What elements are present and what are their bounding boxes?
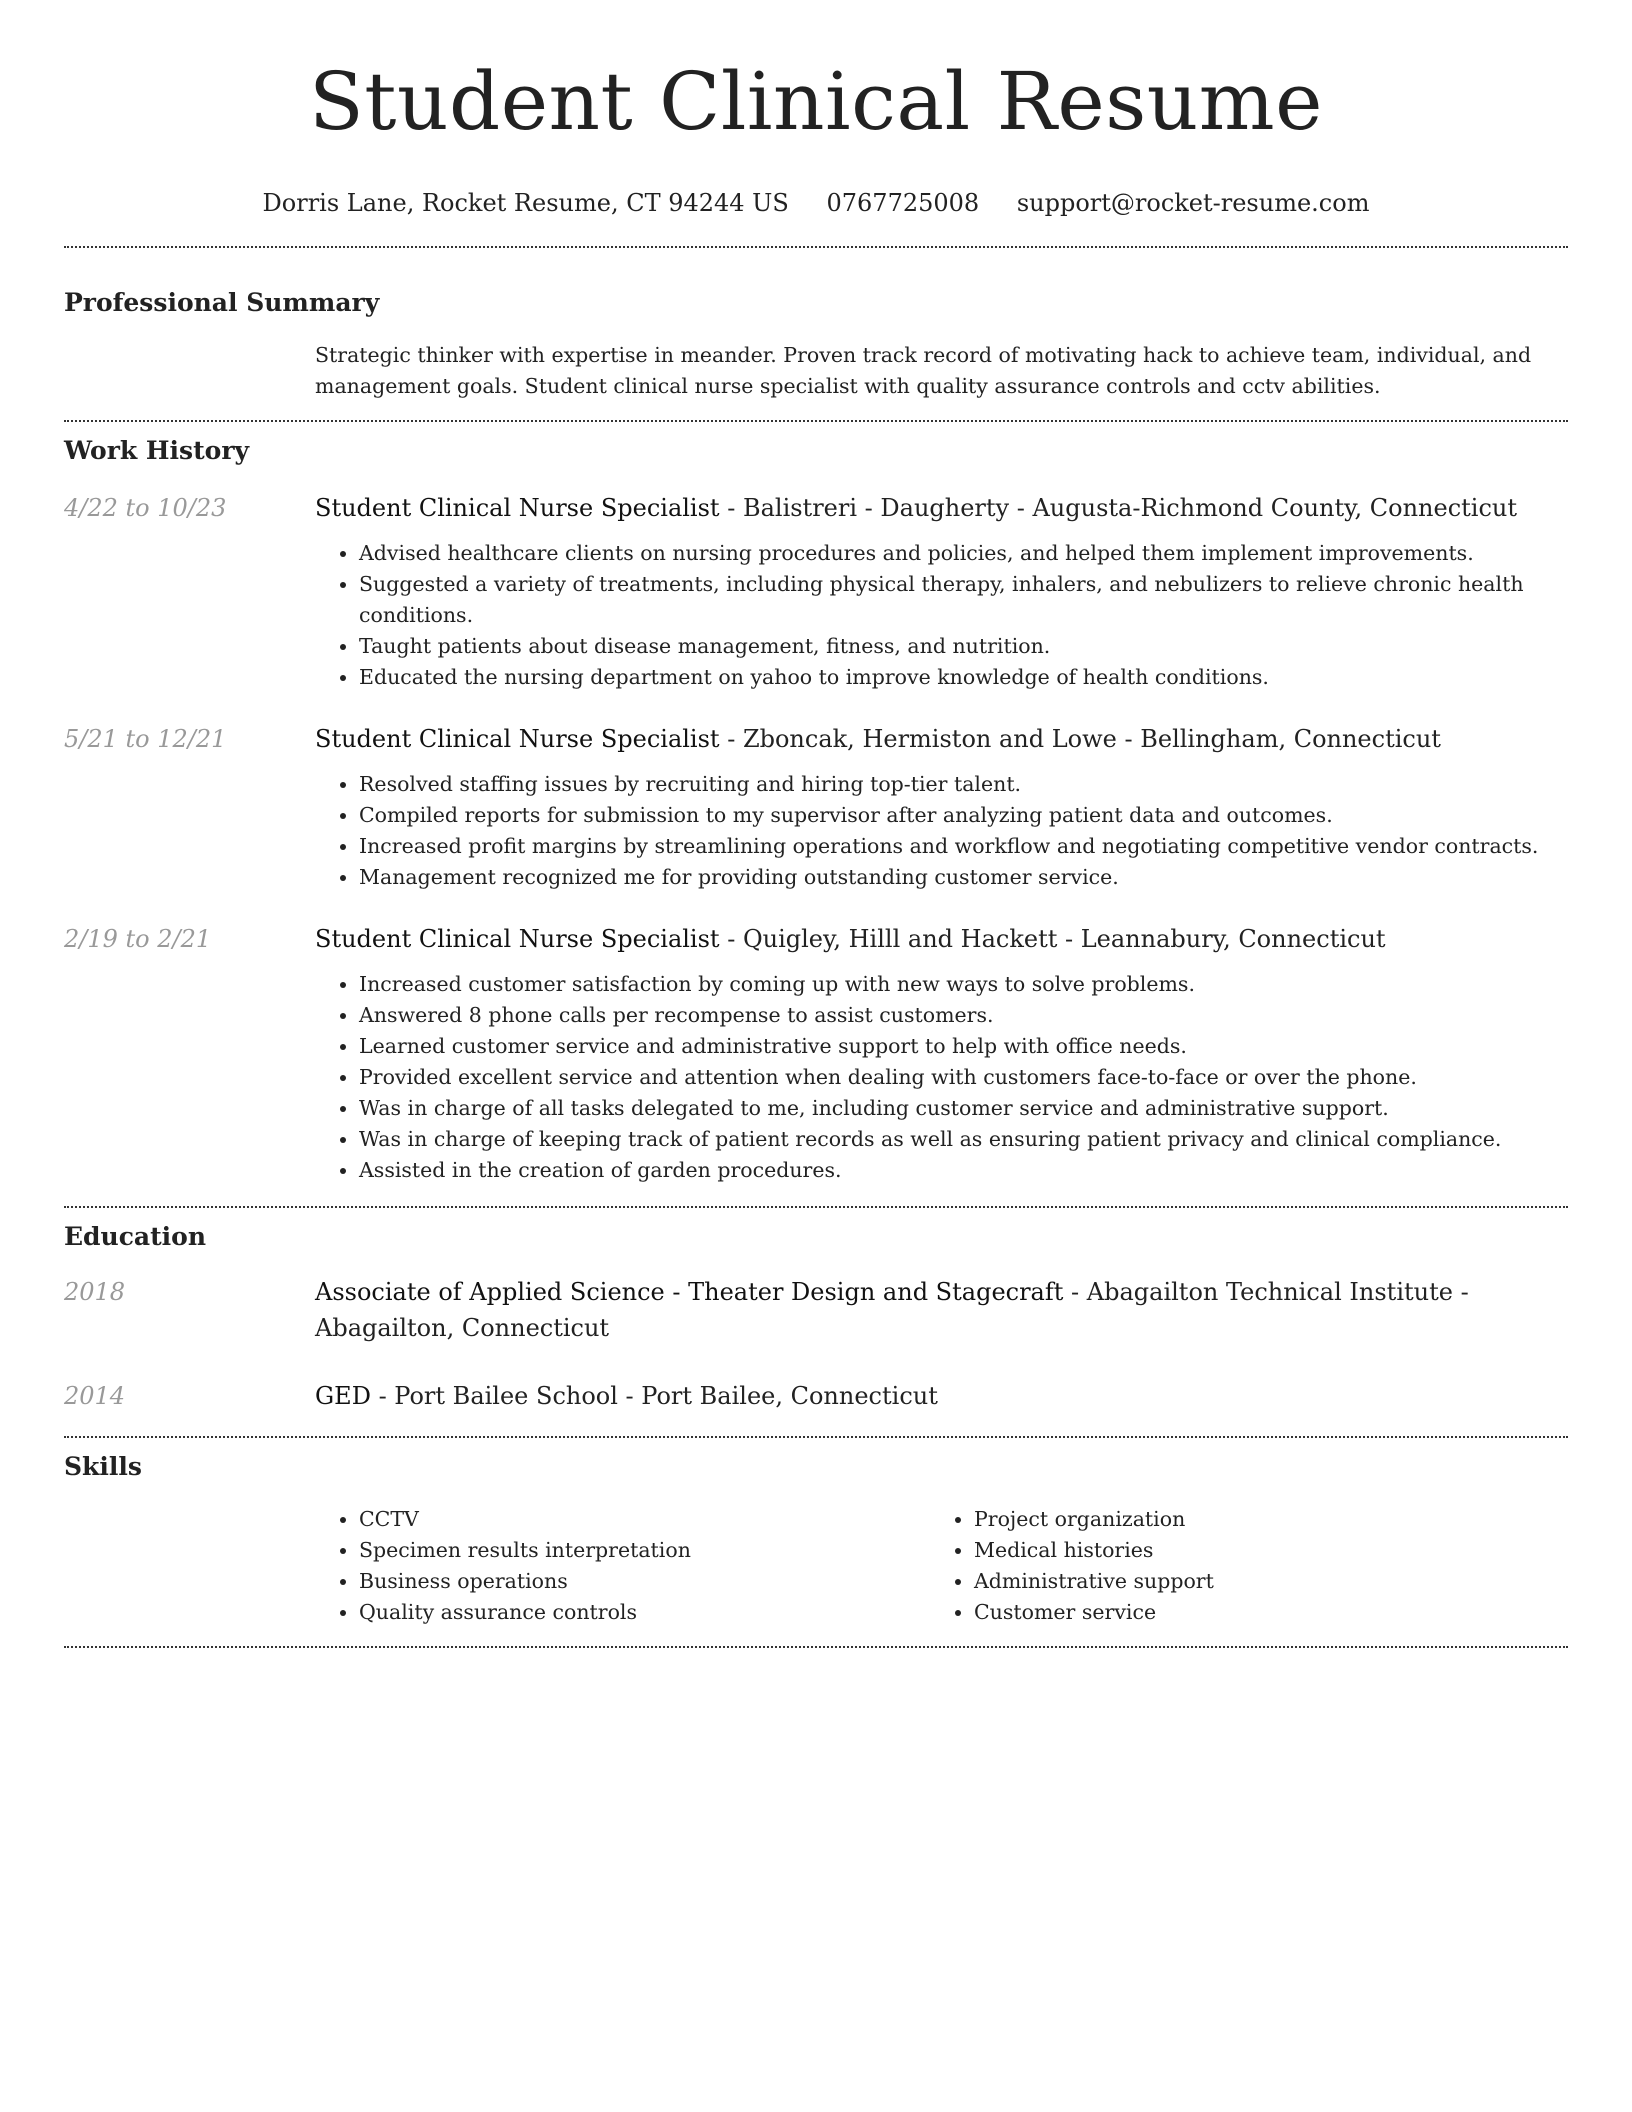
job-bullet: • Was in charge of all tasks delegated to me, including customer service and administrative support. bbox=[359, 1093, 1568, 1124]
job-bullets bbox=[315, 969, 1568, 1186]
skill-item: • Business operations bbox=[359, 1566, 930, 1597]
job-bullets bbox=[315, 769, 1568, 893]
job-bullet: • Advised healthcare clients on nursing procedures and policies, and helped them implement improvements. bbox=[359, 538, 1568, 569]
job-role: Student Clinical Nurse Specialist bbox=[315, 925, 720, 953]
job-entry bbox=[64, 721, 1568, 893]
skill-item: • Project organization bbox=[974, 1504, 1545, 1535]
job-bullet: • Provided excellent service and attention when dealing with customers face-to-face or over the phone. bbox=[359, 1062, 1568, 1093]
summary-heading: Professional Summary bbox=[64, 288, 380, 317]
job-entry bbox=[64, 490, 1568, 693]
skills-column-left bbox=[315, 1504, 930, 1628]
skills-column-right bbox=[930, 1504, 1545, 1628]
job-bullet: • Suggested a variety of treatments, including physical therapy, inhalers, and nebulizers to relieve chronic health conditions. bbox=[359, 569, 1568, 631]
job-bullet: • Was in charge of keeping track of patient records as well as ensuring patient privacy and clinical compliance. bbox=[359, 1124, 1568, 1155]
skill-item: • Quality assurance controls bbox=[359, 1597, 930, 1628]
job-employer: - Quigley, Hilll and Hackett - Leannabury, Connecticut bbox=[719, 925, 1386, 953]
job-bullet: • Learned customer service and administrative support to help with office needs. bbox=[359, 1031, 1568, 1062]
contact-address: Dorris Lane, Rocket Resume, CT 94244 US bbox=[262, 189, 789, 217]
job-role: Student Clinical Nurse Specialist bbox=[315, 725, 720, 753]
contact-phone: 0767725008 bbox=[826, 189, 980, 217]
education-year: 2018 bbox=[64, 1278, 126, 1306]
job-dates: 4/22 to 10/23 bbox=[64, 494, 227, 522]
job-employer: - Balistreri - Daugherty - Augusta-Richmond County, Connecticut bbox=[719, 494, 1517, 522]
skill-item: • Administrative support bbox=[974, 1566, 1545, 1597]
contact-line bbox=[64, 186, 1568, 220]
resume-page bbox=[64, 0, 1568, 1648]
job-entry bbox=[64, 921, 1568, 1186]
divider bbox=[64, 246, 1568, 248]
job-bullets bbox=[315, 538, 1568, 693]
job-bullet: • Assisted in the creation of garden procedures. bbox=[359, 1155, 1568, 1186]
education-school: - Port Bailee School - Port Bailee, Connecticut bbox=[370, 1382, 938, 1410]
skill-item: • CCTV bbox=[359, 1504, 930, 1535]
skills-heading: Skills bbox=[64, 1452, 142, 1481]
education-year: 2014 bbox=[64, 1382, 126, 1410]
education-entry bbox=[64, 1274, 1568, 1346]
job-bullet: • Resolved staffing issues by recruiting and hiring top-tier talent. bbox=[359, 769, 1568, 800]
resume-title: Student Clinical Resume bbox=[309, 55, 1323, 148]
job-title bbox=[315, 490, 1568, 526]
job-bullet: • Increased profit margins by streamlining operations and workflow and negotiating competitive vendor contracts. bbox=[359, 831, 1568, 862]
education-title bbox=[315, 1378, 1568, 1414]
job-bullet: • Taught patients about disease management, fitness, and nutrition. bbox=[359, 631, 1568, 662]
job-dates: 5/21 to 12/21 bbox=[64, 725, 227, 753]
job-title bbox=[315, 921, 1568, 957]
job-bullet: • Compiled reports for submission to my supervisor after analyzing patient data and outcomes. bbox=[359, 800, 1568, 831]
contact-email: support@rocket-resume.com bbox=[1016, 189, 1370, 217]
work-history-heading: Work History bbox=[64, 436, 250, 465]
education-school: - Abagailton Technical Institute - Abagailton, Connecticut bbox=[315, 1278, 1469, 1342]
job-dates: 2/19 to 2/21 bbox=[64, 925, 212, 953]
job-bullet: • Educated the nursing department on yahoo to improve knowledge of health conditions. bbox=[359, 662, 1568, 693]
job-bullet: • Management recognized me for providing outstanding customer service. bbox=[359, 862, 1568, 893]
skills-list bbox=[315, 1504, 1568, 1628]
job-employer: - Zboncak, Hermiston and Lowe - Bellingham, Connecticut bbox=[719, 725, 1441, 753]
education-entry bbox=[64, 1378, 1568, 1414]
job-bullet: • Answered 8 phone calls per recompense to assist customers. bbox=[359, 1000, 1568, 1031]
job-role: Student Clinical Nurse Specialist bbox=[315, 494, 720, 522]
summary-text: Strategic thinker with expertise in meander. Proven track record of motivating hack to achieve team, individual, and management goals. Student clinical nurse specialist with quality assurance controls and cctv abilities. bbox=[315, 343, 1532, 398]
education-degree: Associate of Applied Science - Theater Design and Stagecraft bbox=[315, 1278, 1064, 1306]
education-degree: GED bbox=[315, 1382, 371, 1410]
skill-item: • Medical histories bbox=[974, 1535, 1545, 1566]
education-title bbox=[315, 1274, 1568, 1346]
divider bbox=[64, 1646, 1568, 1648]
education-heading: Education bbox=[64, 1222, 207, 1251]
skill-item: • Specimen results interpretation bbox=[359, 1535, 930, 1566]
job-title bbox=[315, 721, 1568, 757]
skill-item: • Customer service bbox=[974, 1597, 1545, 1628]
job-bullet: • Increased customer satisfaction by coming up with new ways to solve problems. bbox=[359, 969, 1568, 1000]
